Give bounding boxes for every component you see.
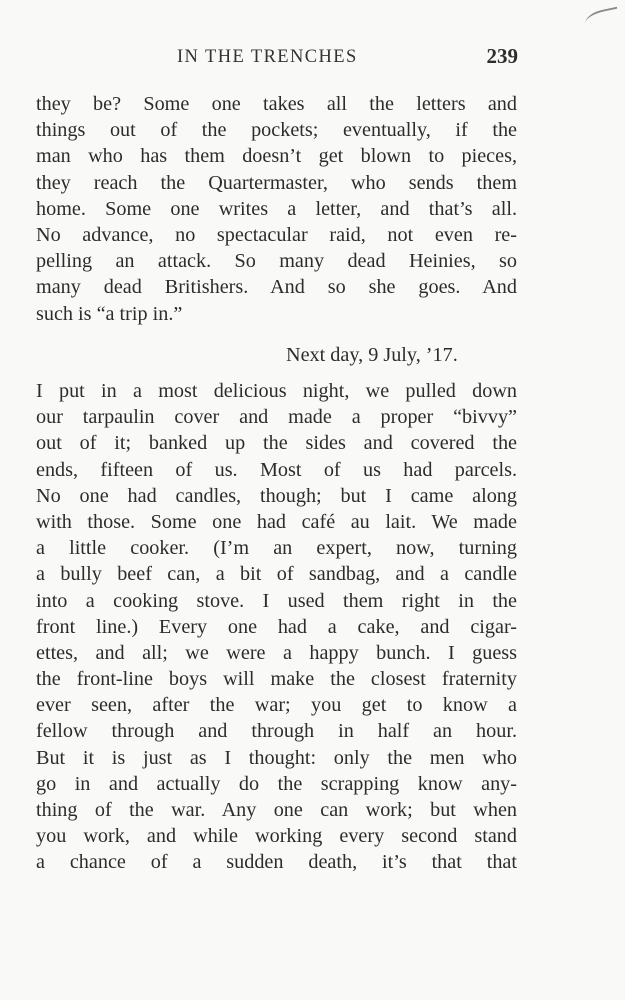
text-line: No advance, no spectacular raid, not even re- <box>36 223 517 246</box>
text-line: man who has them doesn’t get blown to pieces, <box>36 145 517 168</box>
text-line: home. Some one writes a letter, and that’s all. <box>36 197 517 220</box>
text-line: ends, fifteen of us. Most of us had parcels. <box>36 458 517 481</box>
page-number: 239 <box>486 44 518 68</box>
text-line: No one had candles, though; but I came along <box>36 484 517 507</box>
text-line: our tarpaulin cover and made a proper “bivvy” <box>36 406 517 429</box>
text-line: go in and actually do the scrapping know any- <box>36 772 517 795</box>
running-head <box>36 44 518 73</box>
text-line: into a cooking stove. I used them right in the <box>36 589 517 612</box>
text-line: ettes, and all; we were a happy bunch. I guess <box>36 641 517 664</box>
text-line: a little cooker. (I’m an expert, now, turning <box>36 537 517 560</box>
text-line: you work, and while working every second stand <box>36 825 517 848</box>
paragraph-1 <box>36 91 517 327</box>
paragraph-2 <box>36 378 517 876</box>
text-line: such is “a trip in.” <box>36 302 183 325</box>
text-line: they be? Some one takes all the letters and <box>36 93 517 115</box>
text-line: with those. Some one had café au lait. We made <box>36 510 517 533</box>
text-line: thing of the war. Any one can work; but when <box>36 799 517 821</box>
text-line: a chance of a sudden death, it’s that that <box>36 851 517 874</box>
running-head-title: IN THE TRENCHES <box>177 47 358 67</box>
text-line: I put in a most delicious night, we pulled down <box>36 380 517 402</box>
text-line: they reach the Quartermaster, who sends them <box>36 171 517 194</box>
text-line: many dead Britishers. And so she goes. And <box>36 276 517 299</box>
text-line: out of it; banked up the sides and covered the <box>36 432 517 455</box>
text-line: the front-line boys will make the closest fraternity <box>36 668 517 691</box>
text-line: front line.) Every one had a cake, and cigar- <box>36 615 517 638</box>
text-line: a bully beef can, a bit of sandbag, and a candle <box>36 563 517 586</box>
pencil-mark-icon <box>584 7 621 30</box>
text-line: things out of the pockets; eventually, if the <box>36 119 517 142</box>
text-line: fellow through and through in half an hour. <box>36 720 517 743</box>
text-line: pelling an attack. So many dead Heinies, so <box>36 250 517 273</box>
dateline: Next day, 9 July, ’17. <box>286 344 458 366</box>
text-line: But it is just as I thought: only the men who <box>36 746 517 769</box>
text-line: ever seen, after the war; you get to know a <box>36 694 517 717</box>
